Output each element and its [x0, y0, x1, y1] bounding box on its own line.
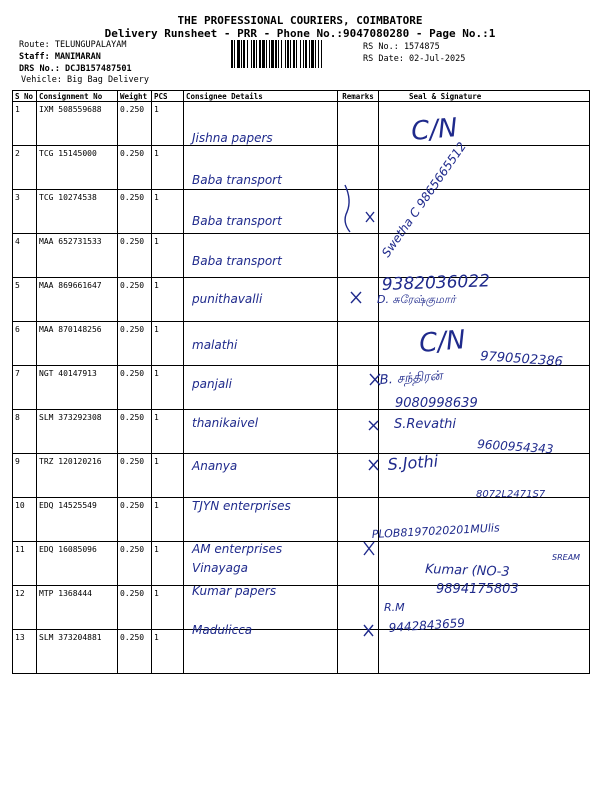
remarks-cell [338, 278, 379, 322]
handwritten-signature: 9600954343 [476, 437, 554, 457]
handwritten-consignee: Baba transport [192, 173, 282, 187]
signature-cell [379, 630, 590, 674]
consignee-cell [184, 586, 338, 630]
cell-pcs: 1 [152, 630, 184, 674]
remarks-cell [338, 322, 379, 366]
cell-pcs: 1 [152, 146, 184, 190]
page-title: THE PROFESSIONAL COURIERS, COIMBATORE [177, 14, 423, 27]
consignee-cell [184, 410, 338, 454]
cell-wt: 0.250 [118, 278, 152, 322]
consignee-cell [184, 630, 338, 674]
cell-wt: 0.250 [118, 542, 152, 586]
handwritten-consignee: Madulicca [192, 623, 253, 637]
signature-cell [379, 146, 590, 190]
page-subtitle: Delivery Runsheet - PRR - Phone No.:9047080280 - Page No.:1 [104, 27, 496, 40]
handwritten-consignee: Kumar papers [192, 584, 277, 598]
consignee-cell [184, 322, 338, 366]
consignee-cell [184, 190, 338, 234]
cell-cno: MAA 869661647 [37, 278, 118, 322]
column-header: PCS [152, 91, 184, 102]
cell-pcs: 1 [152, 366, 184, 410]
cell-sno: 12 [13, 586, 37, 630]
signature-cell [379, 586, 590, 630]
handwritten-consignee: Jishna papers [192, 131, 273, 145]
cell-wt: 0.250 [118, 630, 152, 674]
cell-sno: 3 [13, 190, 37, 234]
handwritten-signature: C/N [417, 325, 467, 359]
column-header: Consignment No [37, 91, 118, 102]
cell-sno: 13 [13, 630, 37, 674]
handwritten-signature: B. சந்திரன் [379, 368, 443, 388]
cell-cno: IXM 508559688 [37, 102, 118, 146]
remarks-cell [338, 410, 379, 454]
column-header: Weight [118, 91, 152, 102]
cell-pcs: 1 [152, 586, 184, 630]
cell-cno: SLM 373204881 [37, 630, 118, 674]
handwritten-consignee: thanikaivel [192, 416, 259, 430]
handwritten-signature: D. சுரேஷ்குமார் [377, 293, 456, 306]
handwritten-signature: PLOB8197020201MUlis [371, 521, 500, 541]
cell-sno: 1 [13, 102, 37, 146]
consignee-cell [184, 102, 338, 146]
cell-sno: 4 [13, 234, 37, 278]
table-row [13, 146, 590, 190]
signature-cell [379, 322, 590, 366]
cell-pcs: 1 [152, 190, 184, 234]
handwritten-consignee: Vinayaga [192, 561, 248, 575]
signature-cell [379, 102, 590, 146]
handwritten-signature: SREAM [552, 553, 581, 562]
handwritten-signature: S.Jothi [386, 451, 439, 474]
cell-wt: 0.250 [118, 410, 152, 454]
runsheet-table [12, 90, 590, 674]
column-header: Consignee Details [184, 91, 338, 102]
table-row [13, 322, 590, 366]
handwritten-signature: 9080998639 [395, 396, 478, 411]
table-row [13, 542, 590, 586]
cell-wt: 0.250 [118, 234, 152, 278]
consignee-cell [184, 146, 338, 190]
cell-pcs: 1 [152, 234, 184, 278]
rs-date-label: RS Date: 02-Jul-2025 [363, 54, 466, 64]
handwritten-consignee: TJYN enterprises [192, 499, 291, 513]
remarks-cell [338, 586, 379, 630]
consignee-cell [184, 454, 338, 498]
cell-wt: 0.250 [118, 102, 152, 146]
consignee-cell [184, 278, 338, 322]
table-row [13, 190, 590, 234]
handwritten-consignee: Baba transport [192, 214, 282, 228]
signature-cell [379, 410, 590, 457]
cell-cno: EDQ 16085096 [37, 542, 118, 586]
signature-cell [379, 542, 590, 586]
signature-cell [379, 190, 590, 234]
cell-wt: 0.250 [118, 146, 152, 190]
remarks-cell [338, 146, 379, 190]
cell-wt: 0.250 [118, 322, 152, 366]
cell-wt: 0.250 [118, 190, 152, 234]
cell-sno: 2 [13, 146, 37, 190]
signature-cell [379, 234, 590, 278]
table-row [13, 366, 590, 410]
cell-cno: TCG 15145000 [37, 146, 118, 190]
cell-sno: 9 [13, 454, 37, 498]
cell-cno: MTP 1368444 [37, 586, 118, 630]
column-header: S No [13, 91, 37, 102]
handwritten-signature: S.Revathi [394, 417, 457, 432]
cell-pcs: 1 [152, 102, 184, 146]
remarks-cell [338, 234, 379, 278]
signature-cell [379, 366, 590, 410]
consignee-cell [184, 542, 338, 586]
table-row [13, 630, 590, 674]
cell-cno: EDQ 14525549 [37, 498, 118, 542]
table-row [13, 234, 590, 278]
remarks-cell [338, 102, 379, 146]
remarks-cell [338, 542, 379, 586]
handwritten-signature: 9382036022 [381, 271, 491, 295]
cell-cno: TRZ 120120216 [37, 454, 118, 498]
handwritten-signature: Kumar (NO-3 [424, 562, 510, 580]
cell-wt: 0.250 [118, 586, 152, 630]
remarks-cell [338, 190, 379, 234]
rs-no-label: RS No.: 1574875 [363, 42, 440, 52]
cell-sno: 10 [13, 498, 37, 542]
cell-cno: SLM 373292308 [37, 410, 118, 454]
handwritten-signature: 9894175803 [436, 582, 519, 597]
handwritten-consignee: panjali [192, 377, 232, 391]
table-row [13, 410, 590, 454]
consignee-cell [184, 234, 338, 278]
cell-wt: 0.250 [118, 454, 152, 498]
table-row [13, 278, 590, 322]
cell-pcs: 1 [152, 454, 184, 498]
signature-cell [379, 278, 590, 322]
cell-cno: MAA 652731533 [37, 234, 118, 278]
handwritten-signature: Swetha C 9865665512 [378, 139, 469, 260]
table-row [13, 454, 590, 498]
staff-label: Staff: MANIMARAN [19, 52, 101, 62]
handwritten-consignee: AM enterprises [192, 542, 283, 556]
handwritten-consignee: malathi [192, 338, 238, 352]
cell-pcs: 1 [152, 410, 184, 454]
table-header [13, 91, 590, 102]
cell-sno: 11 [13, 542, 37, 586]
table-row [13, 586, 590, 630]
handwritten-consignee: punithavalli [192, 292, 263, 306]
signature-cell [379, 454, 590, 498]
route-label: Route: TELUNGUPALAYAM [19, 40, 127, 50]
cell-pcs: 1 [152, 322, 184, 366]
handwritten-consignee: Ananya [192, 459, 238, 473]
cell-pcs: 1 [152, 542, 184, 586]
cell-sno: 6 [13, 322, 37, 366]
table-row [13, 102, 590, 146]
cell-cno: TCG 10274538 [37, 190, 118, 234]
handwritten-consignee: Baba transport [192, 254, 282, 268]
cell-cno: MAA 870148256 [37, 322, 118, 366]
remarks-cell [338, 366, 379, 410]
handwritten-signature: 9790502386 [479, 349, 564, 370]
handwritten-signature: R.M [384, 601, 405, 614]
cell-wt: 0.250 [118, 366, 152, 410]
vehicle-label: Vehicle: Big Bag Delivery [21, 75, 149, 85]
table-row [13, 498, 590, 542]
cell-wt: 0.250 [118, 498, 152, 542]
remarks-cell [338, 454, 379, 498]
handwritten-signature: C/N [409, 113, 459, 147]
barcode [231, 40, 357, 68]
signature-cell [379, 498, 590, 542]
consignee-cell [184, 498, 338, 542]
cell-sno: 5 [13, 278, 37, 322]
column-header: Seal & Signature [379, 91, 590, 102]
consignee-cell [184, 366, 338, 410]
column-header: Remarks [338, 91, 379, 102]
cell-sno: 7 [13, 366, 37, 410]
handwritten-signature: 9442843659 [388, 615, 466, 635]
cell-cno: NGT 40147913 [37, 366, 118, 410]
cell-sno: 8 [13, 410, 37, 454]
cell-pcs: 1 [152, 498, 184, 542]
remarks-cell [338, 630, 379, 674]
cell-pcs: 1 [152, 278, 184, 322]
handwritten-signature: 8072L2471S7 [476, 489, 546, 500]
drs-label: DRS No.: DCJB157487501 [19, 64, 132, 74]
remarks-cell [338, 498, 379, 542]
